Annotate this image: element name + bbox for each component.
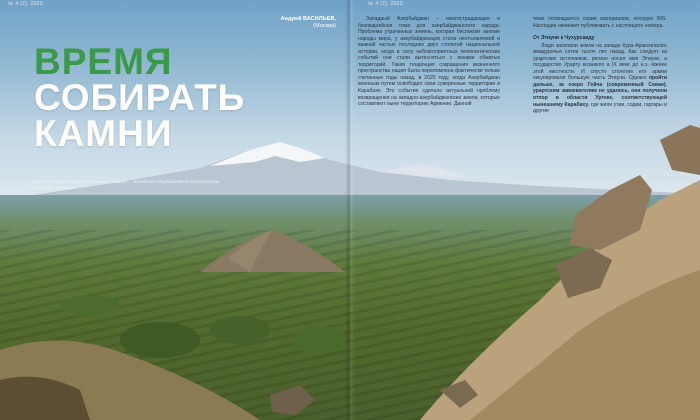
body-paragraph: теме посвящается серия материалов, которую IRS-Наследие начинает публиковать с настоящего номера. — [533, 16, 667, 29]
paragraph-text: Люди заселили земли на западе Кура-Араксинского междуречья сотни тысяч лет назад. Как следует из урартских источников, регион носил имя Этиуни, а государство Урарту возникло в IX веке до н.э. южнее этой местности. И спустя столетие его армии оккупировали большую часть Этиуни. Однако — [533, 42, 667, 82]
photo-caption: Персидский курган высотой 25 м в 1 макрой ... Западный Азербайджан и окрестности Республики Армения — [30, 179, 220, 191]
paragraph-bold-text: пройти дальше, за озеро Гейча (современный Севан), урартским завоевателям не удалось, они получили отпор в области Уртеке, соответствующей нынешнему Карабаху — [533, 75, 667, 108]
spread-gutter — [345, 0, 355, 420]
title-line-1: ВРЕМЯ — [34, 41, 173, 82]
body-paragraph — [533, 43, 667, 115]
text-column-2 — [533, 16, 667, 115]
article-title — [34, 41, 246, 154]
paragraph-text-end: , где жили утии, содии, гаргары и другие — [533, 101, 667, 115]
folio-left: № 4 (2), 2023 — [8, 1, 43, 7]
author-city: (Москва) — [313, 23, 336, 29]
section-subhead: От Этиуни к Чухурсааду — [533, 35, 595, 42]
text-column-1 — [358, 16, 500, 108]
title-line-3: КАМНИ — [34, 113, 173, 154]
author-name: Андрей ВАСИЛЬЕВ, — [280, 16, 336, 22]
body-paragraph: Западный Азербайджан – многострадающие и безлюднейная тема для азербайджанского народа. Проблема утраченных земель, которая беспокоит многие народы мира, у азербайджанцев стала неотъемлемой и важной частью последних двух столетий национальной истории, когда в силу неблагоприятных геополитических событий они стали вытесняться с веками обжитых территорий. Такая тенденция сокращения жизненного пространства нация была переломлена фактически только считанные годы назад, в 2020 году, когда Азербайджан военным путем освободил свои суверенные территории в Карабахе. Это событие сделало актуальной проблему возвращения на западно-азербайджанские земли, которые составляют ныне территорию Армении. Данной — [358, 16, 500, 108]
author-byline — [250, 16, 336, 30]
folio-right: № 4 (2), 2023 — [368, 1, 403, 7]
title-line-2: СОБИРАТЬ — [34, 77, 246, 118]
